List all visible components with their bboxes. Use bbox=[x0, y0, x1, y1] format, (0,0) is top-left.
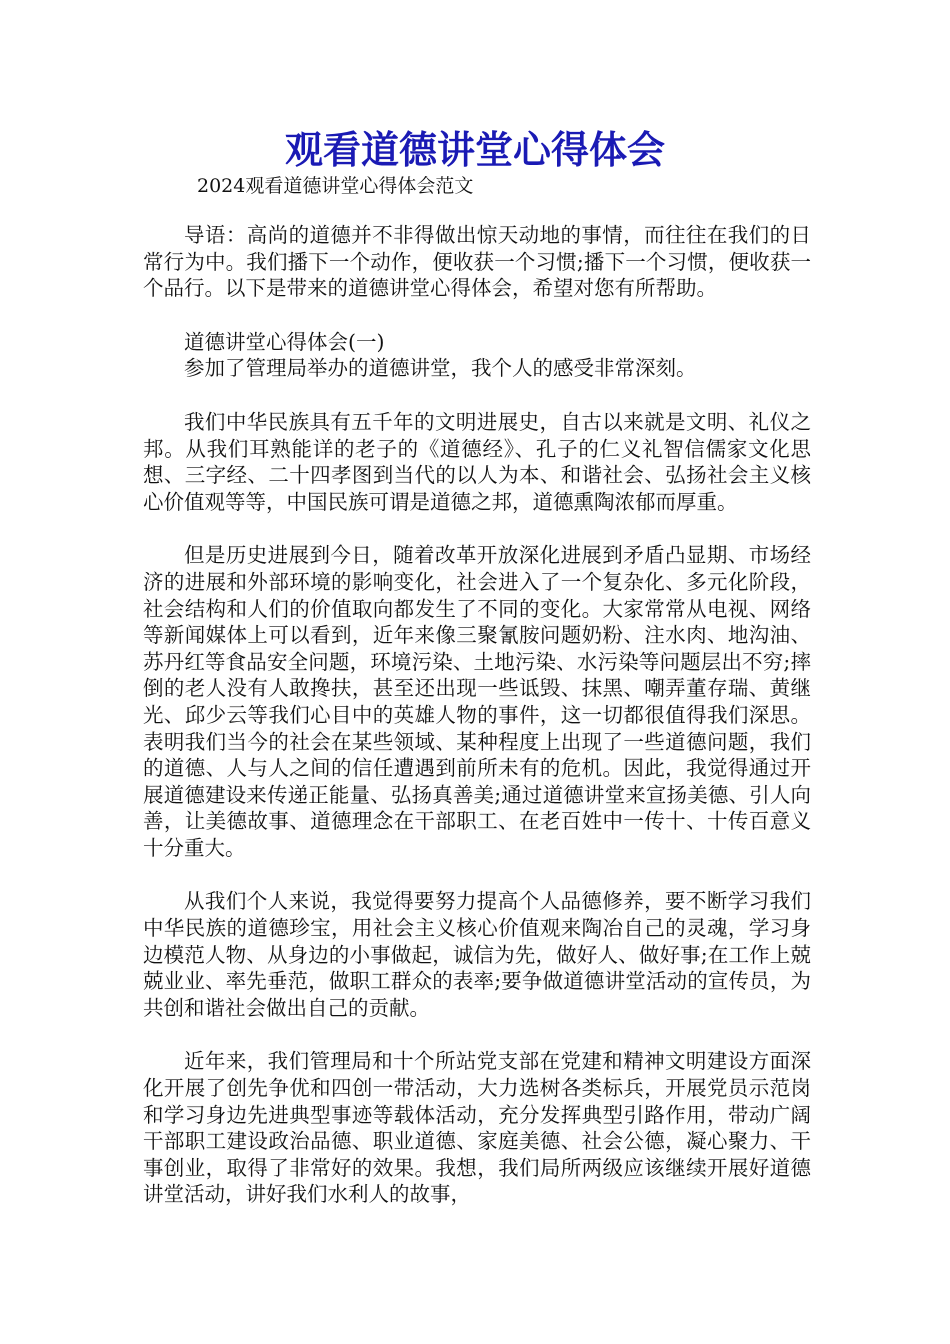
paragraph-bureau: 近年来，我们管理局和十个所站党支部在党建和精神文明建设方面深化开展了创先争优和四创一带活动，大力选树各类标兵，开展党员示范岗和学习身边先进典型事迹等载体活动，充分发挥典型引路作用，带动广阔干部职工建设政治品德、职业道德、家庭美德、社会公德，凝心聚力、干事创业，取得了非常好的效果。我想，我们局所两级应该继续开展好道德讲堂活动，讲好我们水利人的故事， bbox=[143, 1049, 811, 1207]
paragraph-history: 我们中华民族具有五千年的文明进展史，自古以来就是文明、礼仪之邦。从我们耳熟能详的老子的《道德经》、孔子的仁义礼智信儒家文化思想、三字经、二十四孝图到当代的以人为本、和谐社会、弘扬社会主义核心价值观等等，中国民族可谓是道德之邦，道德熏陶浓郁而厚重。 bbox=[143, 409, 811, 514]
document-body bbox=[143, 222, 811, 1235]
document-subtitle: 2024观看道德讲堂心得体会范文 bbox=[197, 175, 474, 197]
section-heading: 道德讲堂心得体会(一) bbox=[184, 329, 385, 354]
paragraph-intro: 导语：高尚的道德并不非得做出惊天动地的事情，而往往在我们的日常行为中。我们播下一个动作，便收获一个习惯;播下一个习惯，便收获一个品行。以下是带来的道德讲堂心得体会，希望对您有所帮助。 bbox=[143, 223, 811, 301]
document-title: 观看道德讲堂心得体会 bbox=[284, 127, 665, 172]
paragraph-personal: 从我们个人来说，我觉得要努力提高个人品德修养，要不断学习我们中华民族的道德珍宝，用社会主义核心价值观来陶冶自己的灵魂，学习身边模范人物、从身边的小事做起，诚信为先，做好人、做好事;在工作上兢兢业业、率先垂范，做职工群众的表率;要争做道德讲堂活动的宣传员，为共创和谐社会做出自己的贡献。 bbox=[143, 889, 811, 1020]
paragraph-problems: 但是历史进展到今日，随着改革开放深化进展到矛盾凸显期、市场经济的进展和外部环境的影响变化，社会进入了一个复杂化、多元化阶段，社会结构和人们的价值取向都发生了不同的变化。大家常常从电视、网络等新闻媒体上可以看到，近年来像三聚氰胺问题奶粉、注水肉、地沟油、苏丹红等食品安全问题，环境污染、土地污染、水污染等问题层出不穷;摔倒的老人没有人敢搀扶，甚至还出现一些诋毁、抹黑、嘲弄董存瑞、黄继光、邱少云等我们心目中的英雄人物的事件，这一切都很值得我们深思。表明我们当今的社会在某些领域、某种程度上出现了一些道德问题，我们的道德、人与人之间的信任遭遇到前所未有的危机。因此，我觉得通过开展道德建设来传递正能量、弘扬真善美;通过道德讲堂来宣扬美德、引人向善，让美德故事、道德理念在干部职工、在老百姓中一传十、十传百意义十分重大。 bbox=[143, 543, 811, 860]
paragraph-opening: 参加了管理局举办的道德讲堂，我个人的感受非常深刻。 bbox=[184, 356, 697, 381]
